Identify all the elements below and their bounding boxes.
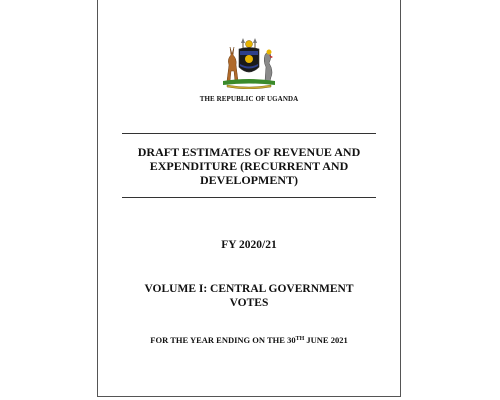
- document-title: DRAFT ESTIMATES OF REVENUE AND EXPENDITURE (RECURRENT AND DEVELOPMENT): [137, 145, 361, 187]
- year-end-prefix: FOR THE YEAR ENDING ON THE 30: [150, 335, 296, 345]
- bottom-rule: [122, 197, 376, 198]
- coat-of-arms-icon: [217, 37, 281, 89]
- document-page: [97, 0, 401, 397]
- year-end-superscript: TH: [295, 336, 305, 342]
- volume-title: VOLUME I: CENTRAL GOVERNMENT VOTES: [144, 283, 354, 309]
- republic-label: THE REPUBLIC OF UGANDA: [199, 95, 299, 103]
- fiscal-year: FY 2020/21: [221, 239, 277, 251]
- year-end-line: [98, 335, 400, 345]
- top-rule: [122, 133, 376, 134]
- year-end-suffix: JUNE 2021: [304, 335, 348, 345]
